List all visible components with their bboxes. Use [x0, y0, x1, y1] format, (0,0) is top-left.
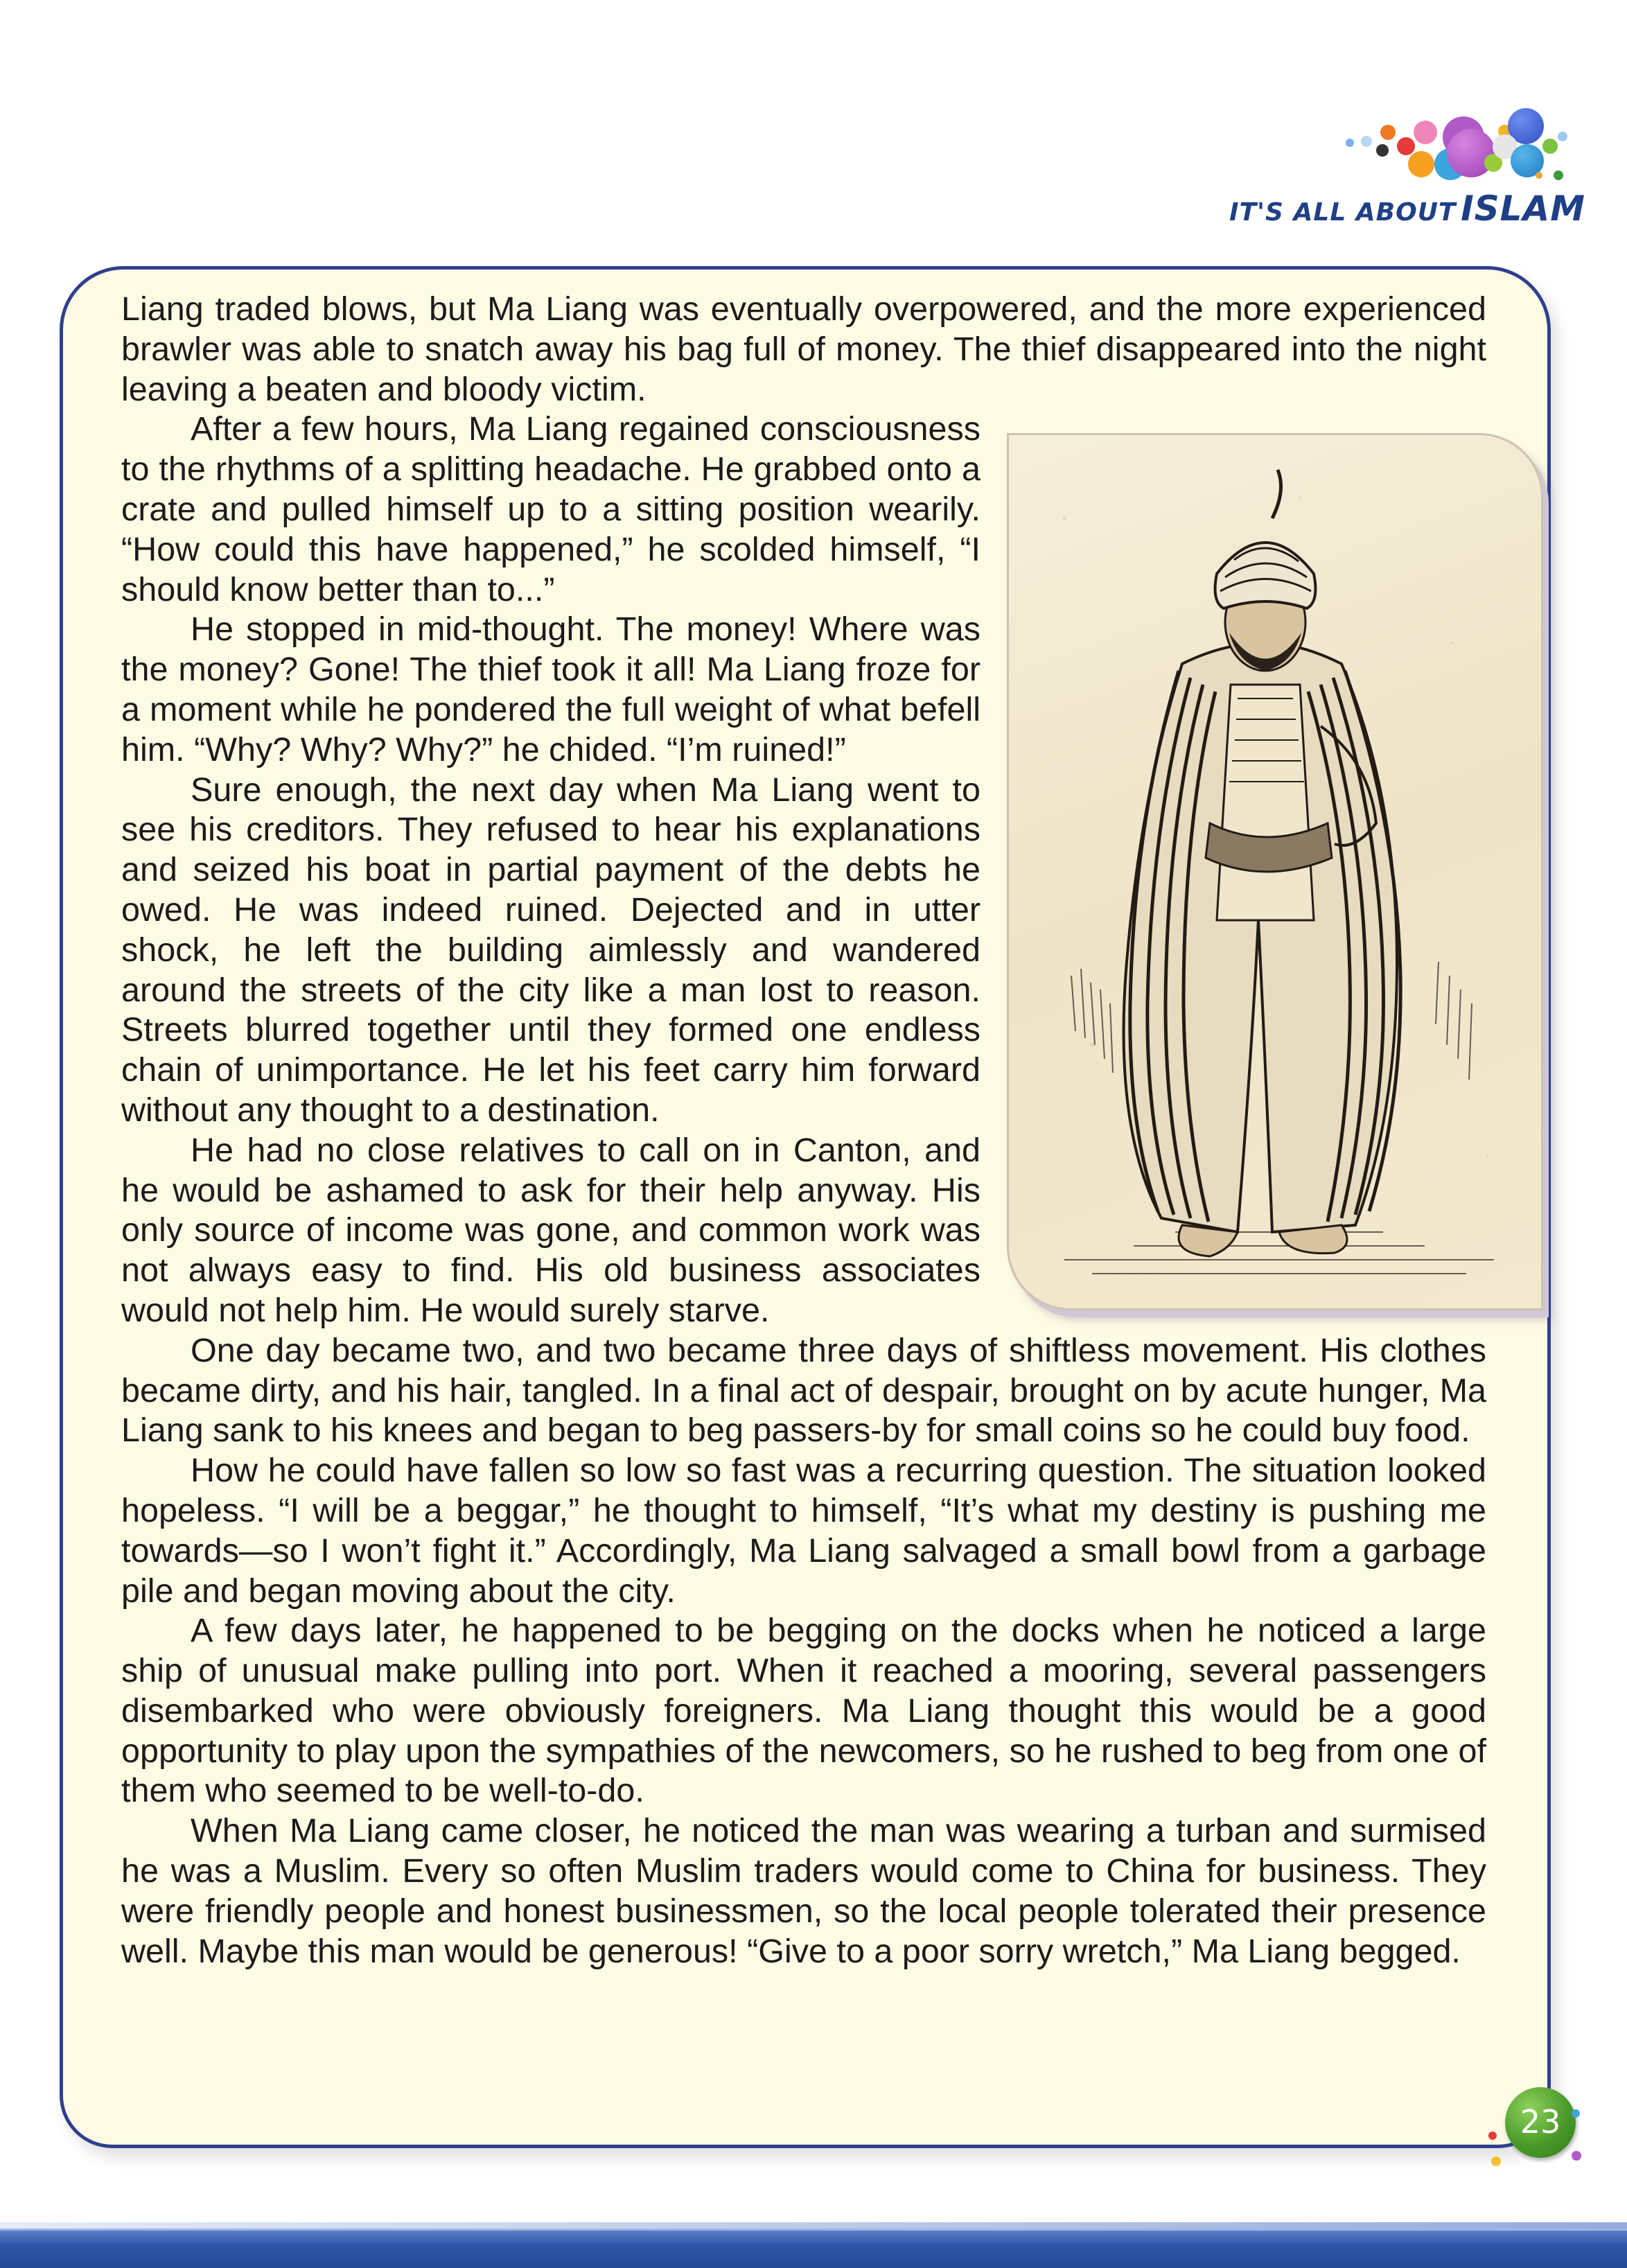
story-paragraph: One day became two, and two became three days of shiftless movement. His clothes became dirty, and his hair, tangled. In a final act of despair, brought on by acute hunger, Ma Liang sank to his knees and began to beg passers-by for small coins so he could buy food. — [121, 1331, 1486, 1450]
badge-dot-yellow — [1491, 2156, 1501, 2166]
story-paragraph: How he could have fallen so low so fast was a recurring question. The situation looked hopeless. “I will be a beggar,” he thought to himself, “It’s what my destiny is pushing me towards—so I won’t fight it.” Accordingly, Ma Liang salvaged a small bowl from a garbage pile and began moving about the city. — [121, 1452, 1486, 1610]
series-title-small: IT'S ALL ABOUT — [1229, 198, 1457, 227]
story-paragraph: Liang traded blows, but Ma Liang was eventually overpowered, and the more experienced brawler was able to snatch away his bag full of money. The thief disappeared into the night leaving a beaten and bloody victim. — [121, 290, 1486, 408]
story-paragraph: A few days later, he happened to be begging on the docks when he noticed a large ship of unusual make pulling into port. When it reached a mooring, several passengers disembarked who were obviously foreigners. Ma Liang thought this would be a good opportunity to play upon the sympathies of the newcomers, so he rushed to beg from one of them who seemed to be well-to-do. — [121, 1612, 1486, 1810]
series-title — [1229, 188, 1585, 229]
story-paragraph: Sure enough, the next day when Ma Liang went to see his creditors. They refused to hear his explanations and seized his boat in partial payment of the debts he owed. He was indeed ruined. Dejected and in utter shock, he left the building aimlessly and wandered around the streets of the city like a man lost to reason. Streets blurred together until they formed one endless chain of unimportance. He let his feet carry him forward without any thought to a destination. — [121, 771, 980, 1129]
illustration-container — [1007, 410, 1569, 1310]
badge-dot-purple — [1572, 2151, 1581, 2161]
story-paragraph: He stopped in mid-thought. The money! Where was the money? Gone! The thief took it all! Ma Liang froze for a moment while he pondered the full weight of what befell him. “Why? Why? Why?” he chided. “I’m ruined!” — [121, 610, 980, 768]
page-number: 23 — [1520, 2103, 1561, 2140]
story-paragraph: When Ma Liang came closer, he noticed the man was wearing a turban and surmised he was a Muslim. Every so often Muslim traders would come to China for business. They were friendly people and honest businessmen, so the local people tolerated their presence well. Maybe this man would be generous! “Give to a poor sorry wretch,” Ma Liang begged. — [121, 1812, 1486, 1970]
page-number-badge — [1505, 2087, 1576, 2158]
badge-dot-blue — [1572, 2109, 1580, 2118]
story-paragraph: After a few hours, Ma Liang regained consciousness to the rhythms of a splitting headache. He grabbed onto a crate and pulled himself up to a sitting position wearily. “How could this have happened,” he scolded himself, “I should know better than to...” — [121, 410, 980, 608]
turbaned-man-illustration — [1007, 433, 1543, 1310]
badge-dot-red — [1488, 2131, 1497, 2140]
story-text — [121, 290, 1486, 1971]
story-paragraph: He had no close relatives to call on in Canton, and he would be ashamed to ask for their help anyway. His only source of income was gone, and common work was not always easy to find. His old business associates would not help him. He would surely starve. — [121, 1131, 980, 1329]
series-logo-bubbles — [1337, 104, 1601, 201]
footer-bar — [0, 2229, 1627, 2268]
series-title-big: ISLAM — [1461, 188, 1585, 229]
